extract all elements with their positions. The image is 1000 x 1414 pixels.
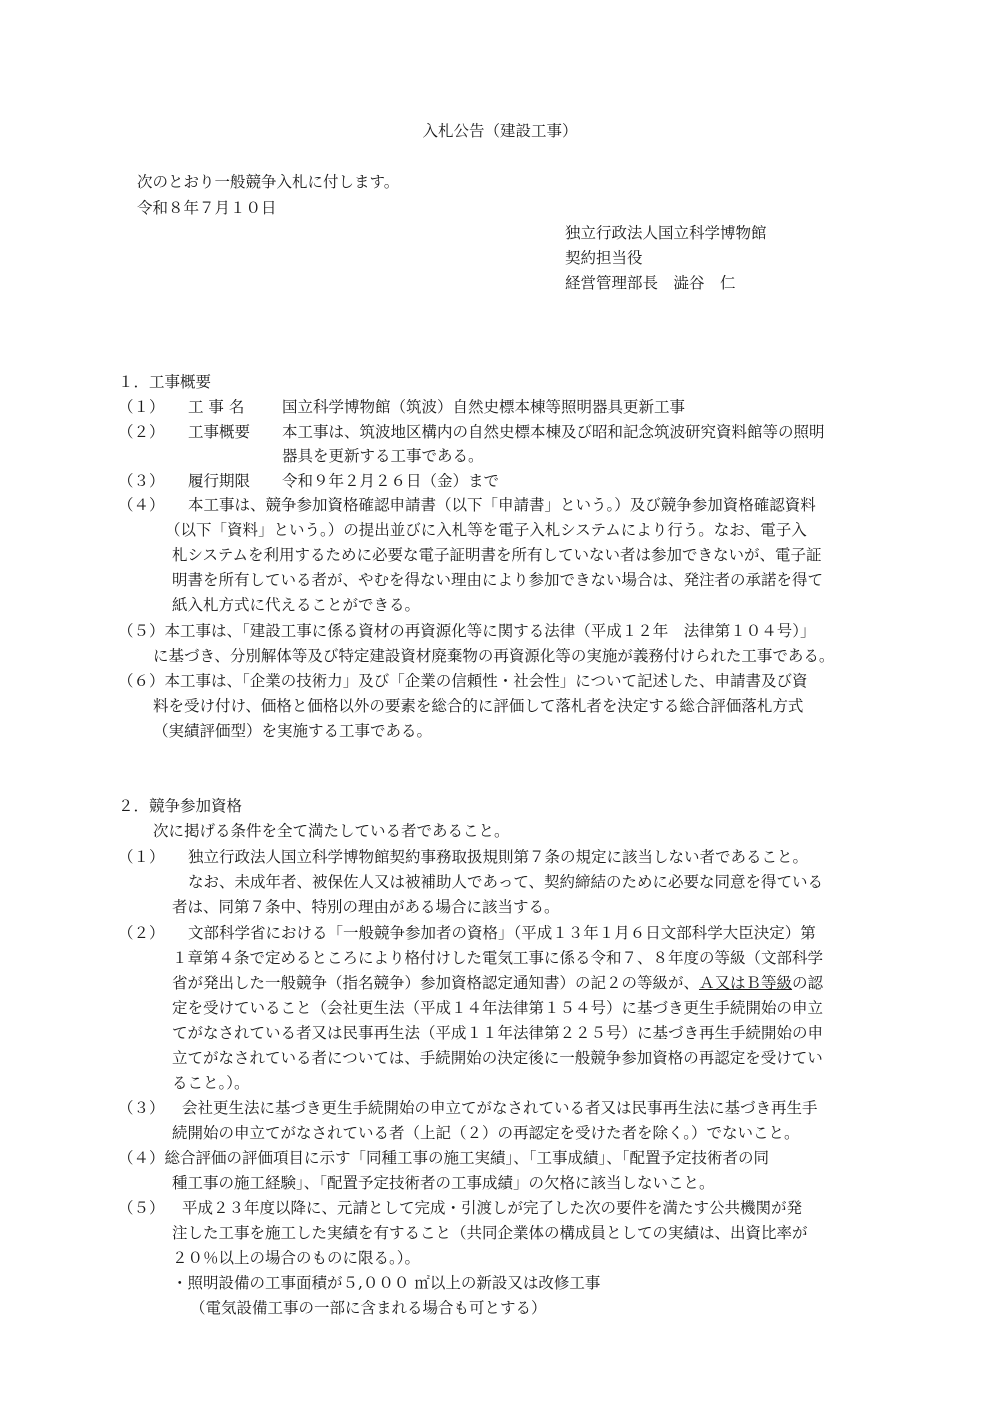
s2-item3-number: （３） xyxy=(118,1099,165,1117)
intro-text: 次のとおり一般競争入札に付します。 xyxy=(137,173,400,191)
s1-item1-label: 工 事 名 xyxy=(188,398,245,416)
s2-item1-number: （１） xyxy=(118,848,165,866)
s2-item2-line xyxy=(172,972,823,994)
s1-item4-line: 本工事は、競争参加資格確認申請書（以下「申請書」という。）及び競争参加資格確認資料 xyxy=(188,496,816,514)
issuer-name: 経営管理部長 澁谷 仁 xyxy=(565,274,736,292)
s1-item2-label: 工事概要 xyxy=(188,423,251,441)
s1-item6-line: 料を受け付け、価格と価格以外の要素を総合的に評価して落札者を決定する総合評価落札方式 xyxy=(153,697,804,715)
issuer-org: 独立行政法人国立科学博物館 xyxy=(565,224,767,242)
s2-item2-line: ること。）。 xyxy=(172,1074,250,1092)
s1-item4-number: （４） xyxy=(118,496,165,514)
s2-item2-line: １章第４条で定めるところにより格付けした電気工事に係る令和７、８年度の等級（文部科学 xyxy=(172,949,824,967)
s2-item2-line3-end: の認 xyxy=(792,974,824,992)
s1-item6-line: （実績評価型）を実施する工事である。 xyxy=(153,722,433,740)
issue-date: 令和８年７月１０日 xyxy=(137,199,277,217)
s2-item3-line: 続開始の申立てがなされている者（上記（２）の再認定を受けた者を除く。）でないこと。 xyxy=(172,1124,800,1142)
s1-item3-label: 履行期限 xyxy=(188,472,251,490)
s1-item6-line: （６）本工事は、「企業の技術力」及び「企業の信頼性・社会性」について記述した、申請書及び資 xyxy=(118,672,808,690)
s2-item5-line: 注した工事を施工した実績を有すること（共同企業体の構成員としての実績は、出資比率が xyxy=(172,1224,808,1242)
s2-item1-line: なお、未成年者、被保佐人又は被補助人であって、契約締結のために必要な同意を得ている xyxy=(188,873,824,891)
document-title: 入札公告（建設工事） xyxy=(422,122,578,140)
s2-item2-line: 立てがなされている者については、手続開始の決定後に一般競争参加資格の再認定を受けてい xyxy=(172,1049,823,1067)
s1-item1-number: （１） xyxy=(118,398,165,416)
s1-item2-line: 器具を更新する工事である。 xyxy=(282,447,484,465)
s1-item1-value: 国立科学博物館（筑波）自然史標本棟等照明器具更新工事 xyxy=(282,398,686,416)
s2-item2-number: （２） xyxy=(118,924,165,942)
s2-item5-number: （５） xyxy=(118,1199,165,1217)
s2-item2-line: てがなされている者又は民事再生法（平成１１年法律第２２５号）に基づき再生手続開始の申 xyxy=(172,1024,824,1042)
s1-item2-line: 本工事は、筑波地区構内の自然史標本棟及び昭和記念筑波研究資料館等の照明 xyxy=(282,423,825,441)
grade-requirement: Ａ又はＢ等級 xyxy=(699,974,793,992)
s2-item4-line: （４）総合評価の評価項目に示す「同種工事の施工実績」、「工事成績」、「配置予定技術者の同 xyxy=(118,1149,770,1167)
s2-item5-note: （電気設備工事の一部に含まれる場合も可とする） xyxy=(190,1299,547,1317)
s1-item2-number: （２） xyxy=(118,423,165,441)
issuer-role: 契約担当役 xyxy=(565,249,643,267)
s1-item3-value: 令和９年２月２６日（金）まで xyxy=(282,472,500,490)
section2-lead: 次に掲げる条件を全て満たしている者であること。 xyxy=(153,822,510,840)
s1-item4-line: （以下「資料」という。）の提出並びに入札等を電子入札システムにより行う。なお、電子入 xyxy=(165,521,807,539)
s2-item4-line: 種工事の施工経験」、「配置予定技術者の工事成績」の欠格に該当しないこと。 xyxy=(172,1174,715,1192)
s1-item3-number: （３） xyxy=(118,472,165,490)
s2-item5-bullet: ・照明設備の工事面積が５,０００ ㎡以上の新設又は改修工事 xyxy=(172,1274,601,1292)
s1-item4-line: 札システムを利用するために必要な電子証明書を所有していない者は参加できないが、電子証 xyxy=(172,546,822,564)
s2-item2-line: 定を受けていること（会社更生法（平成１４年法律第１５４号）に基づき更生手続開始の申立 xyxy=(172,999,824,1017)
s2-item3-line: 会社更生法に基づき更生手続開始の申立てがなされている者又は民事再生法に基づき再生手 xyxy=(182,1099,818,1117)
s1-item5-line: （５）本工事は、「建設工事に係る資材の再資源化等に関する法律（平成１２年 法律第１０４号）」 xyxy=(118,622,816,640)
s2-item5-line: ２０％以上の場合のものに限る。）。 xyxy=(172,1249,421,1267)
section2-heading: ２．競争参加資格 xyxy=(118,797,243,815)
s2-item2-line3-text: 省が発出した一般競争（指名競争）参加資格認定通知書）の記２の等級が、 xyxy=(172,974,700,992)
section1-heading: １．工事概要 xyxy=(118,373,212,391)
s2-item1-line: 独立行政法人国立科学博物館契約事務取扱規則第７条の規定に該当しない者であること。 xyxy=(188,848,809,866)
s2-item5-line: 平成２３年度以降に、元請として完成・引渡しが完了した次の要件を満たす公共機関が発 xyxy=(182,1199,803,1217)
s1-item4-line: 紙入札方式に代えることができる。 xyxy=(172,596,421,614)
s1-item5-line: に基づき、分別解体等及び特定建設資材廃棄物の再資源化等の実施が義務付けられた工事である。 xyxy=(153,647,835,665)
s1-item4-line: 明書を所有している者が、やむを得ない理由により参加できない場合は、発注者の承諾を得て xyxy=(172,571,824,589)
s2-item1-line: 者は、同第７条中、特別の理由がある場合に該当する。 xyxy=(172,898,560,916)
s2-item2-line: 文部科学省における「一般競争参加者の資格」（平成１３年１月６日文部科学大臣決定）第 xyxy=(188,924,816,942)
